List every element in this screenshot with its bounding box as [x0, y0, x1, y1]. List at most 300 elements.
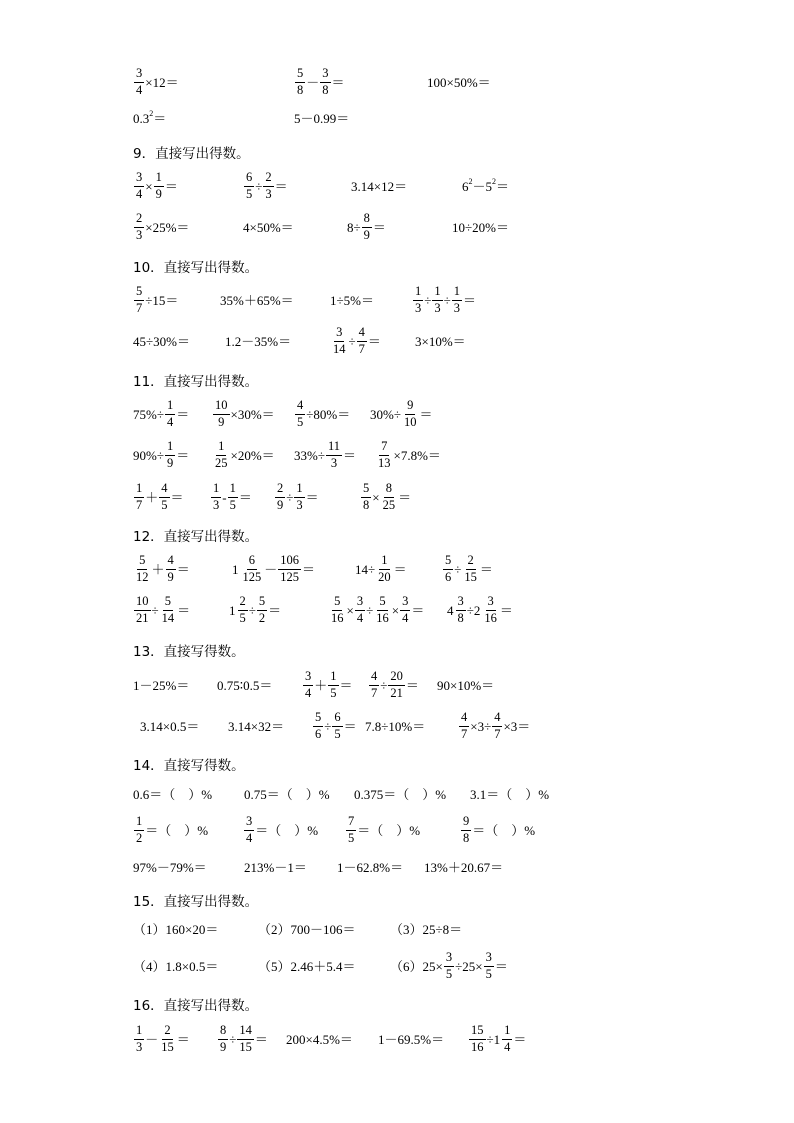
fraction	[165, 399, 175, 428]
expression-text: （1）160×20＝	[133, 921, 219, 937]
fraction	[374, 595, 391, 624]
denominator: 9	[220, 1039, 227, 1054]
denominator: 6	[315, 726, 322, 741]
expression-text: ×	[391, 602, 400, 618]
expression-text: －	[264, 561, 278, 577]
fraction	[413, 285, 423, 314]
fraction	[218, 1024, 228, 1053]
math-problem	[351, 166, 407, 206]
numerator: 1	[379, 554, 389, 569]
denominator: 9	[363, 227, 370, 242]
denominator: 8	[457, 610, 464, 625]
expression-text: ×	[346, 602, 354, 618]
numerator: 1	[502, 1024, 512, 1039]
denominator: 8	[297, 82, 304, 97]
fraction	[165, 440, 175, 469]
expression-text: ÷	[248, 602, 256, 618]
numerator: 9	[405, 399, 415, 414]
expression-text: ＋	[314, 677, 328, 693]
expression-text: ＝	[238, 489, 252, 505]
math-problem	[360, 477, 411, 517]
denominator: 9	[277, 497, 284, 512]
numerator: 2	[134, 212, 144, 227]
expression-text: ×12＝	[145, 74, 179, 90]
math-problem	[470, 774, 549, 814]
expression-text: 1－62.8%＝	[337, 859, 404, 875]
numerator: 1	[294, 482, 304, 497]
denominator: 125	[280, 569, 300, 584]
section-heading: 12．直接写出得数。	[133, 529, 259, 545]
fraction	[134, 212, 144, 241]
expression-text: 3×10%＝	[415, 333, 466, 349]
denominator: 5	[246, 186, 253, 201]
expression-text: ＝	[164, 178, 178, 194]
whole-part: 4	[447, 602, 454, 618]
fraction	[228, 482, 238, 511]
math-problem	[330, 280, 374, 320]
denominator: 5	[297, 414, 304, 429]
numerator: 9	[461, 815, 471, 830]
problem-row	[0, 280, 794, 320]
expression-text: ＋	[151, 561, 165, 577]
expression-text: 33%÷	[294, 447, 325, 463]
fraction	[275, 482, 285, 511]
problem-row	[0, 435, 794, 475]
math-problem	[258, 946, 356, 986]
problem-row	[0, 321, 794, 361]
denominator: 25	[382, 497, 396, 512]
numerator: 1	[134, 482, 144, 497]
fraction	[461, 815, 471, 844]
math-problem	[244, 774, 330, 814]
problem-row	[0, 847, 794, 887]
expression-text: 3.1＝（ ）%	[470, 786, 550, 802]
expression-text: ＝（ ）%	[255, 822, 319, 838]
expression-text: 0.75＝（ ）%	[244, 786, 330, 802]
fraction	[313, 711, 323, 740]
math-problem	[468, 1019, 526, 1059]
expression-text: ＝	[305, 489, 319, 505]
numerator: 5	[361, 482, 371, 497]
fraction	[160, 595, 177, 624]
math-problem	[330, 321, 381, 361]
numerator: 1	[328, 670, 338, 685]
numerator: 3	[134, 67, 144, 82]
problem-row	[0, 946, 794, 986]
expression-text: 4×50%＝	[243, 219, 294, 235]
fraction	[244, 815, 254, 844]
numerator: 2	[162, 1024, 172, 1039]
expression-text: ÷15＝	[145, 292, 179, 308]
math-problem	[437, 665, 494, 705]
expression-text: ＝	[405, 677, 419, 693]
numerator: 3	[486, 595, 496, 610]
fraction	[376, 440, 393, 469]
expression-text: ×3＝	[503, 718, 531, 734]
fraction	[294, 482, 304, 511]
fraction	[443, 554, 453, 583]
mixed-number	[232, 554, 264, 583]
expression-text: ÷	[454, 561, 462, 577]
expression-text: ÷25×	[455, 958, 483, 974]
denominator: 5	[485, 966, 492, 981]
section-heading: 15．直接写出得数。	[133, 894, 259, 910]
expression-text: 0.75∶0.5＝	[217, 677, 273, 693]
expression-text: ＝	[367, 333, 381, 349]
math-problem	[133, 1019, 190, 1059]
expression-text: 7.8÷10%＝	[365, 718, 426, 734]
expression-text: ＝	[513, 1031, 527, 1047]
expression-text: ×	[145, 178, 153, 194]
expression-text: ＝	[343, 718, 357, 734]
math-problem	[347, 207, 386, 247]
section-heading: 14．直接写得数。	[133, 758, 245, 774]
numerator: 1	[211, 482, 221, 497]
math-problem	[337, 847, 403, 887]
numerator: 7	[346, 815, 356, 830]
denominator: 4	[136, 186, 143, 201]
denominator: 25	[215, 455, 228, 470]
denominator: 3	[213, 497, 220, 512]
expression-text: ＝	[302, 561, 316, 577]
math-problem	[368, 665, 419, 705]
math-problem	[217, 1019, 268, 1059]
section-heading: 16．直接写出得数。	[133, 998, 259, 1014]
whole-part: 1	[232, 561, 239, 577]
fraction	[237, 1024, 254, 1053]
expression-text: 13%＋20.67＝	[424, 859, 504, 875]
section-heading: 9．直接写出得数。	[133, 146, 250, 162]
fraction	[213, 440, 230, 469]
fraction	[331, 326, 348, 355]
expression-text: ＝	[170, 489, 184, 505]
math-problem	[133, 774, 212, 814]
numerator: 5	[332, 595, 342, 610]
math-problem	[378, 1019, 444, 1059]
fraction	[134, 1024, 144, 1053]
denominator: 7	[136, 300, 143, 315]
denominator: 3	[453, 300, 461, 315]
denominator: 5	[229, 497, 236, 512]
fraction	[295, 399, 305, 428]
problem-row	[0, 810, 794, 850]
math-problem	[375, 435, 441, 475]
section-heading: 11．直接写出得数。	[133, 374, 259, 390]
numerator: 106	[278, 554, 301, 569]
math-problem	[354, 774, 446, 814]
math-problem	[244, 847, 307, 887]
numerator: 5	[443, 554, 453, 569]
fraction	[346, 815, 356, 844]
math-problem	[286, 1019, 353, 1059]
denominator: 16	[331, 610, 344, 625]
denominator: 6	[445, 569, 452, 584]
denominator: 7	[371, 685, 378, 700]
denominator: 21	[136, 610, 149, 625]
expression-text: ＝	[176, 447, 190, 463]
expression-text: －5	[472, 178, 493, 194]
expression-text: 30%÷	[370, 406, 401, 422]
fraction	[320, 67, 330, 96]
math-problem	[442, 549, 493, 589]
expression-text: 1÷5%＝	[330, 292, 374, 308]
fraction	[329, 595, 346, 624]
expression-text: 97%－79%＝	[133, 859, 207, 875]
fraction	[369, 670, 379, 699]
math-problem	[217, 665, 272, 705]
math-problem	[133, 946, 218, 986]
problem-row	[0, 590, 794, 630]
denominator: 12	[136, 569, 149, 584]
expression-text: 90×10%＝	[437, 677, 495, 693]
fraction	[388, 670, 405, 699]
expression-text: ＝	[411, 602, 425, 618]
expression-text: 0.375＝（ ）%	[354, 786, 447, 802]
fraction	[244, 171, 254, 200]
fraction	[134, 171, 144, 200]
expression-text: ×7.8%＝	[393, 447, 441, 463]
math-problem	[133, 321, 190, 361]
fraction	[211, 482, 221, 511]
numerator: 3	[484, 951, 494, 966]
denominator: 3	[415, 300, 422, 315]
denominator: 9	[218, 414, 225, 429]
section-heading: 10．直接写出得数。	[133, 260, 259, 276]
fraction	[326, 440, 342, 469]
math-problem	[365, 706, 425, 746]
denominator: 13	[378, 455, 391, 470]
problem-row	[0, 62, 794, 102]
expression-text: ＝	[339, 677, 353, 693]
math-problem	[133, 549, 190, 589]
fraction	[303, 670, 313, 699]
math-problem	[133, 477, 184, 517]
fraction	[402, 399, 419, 428]
math-problem	[243, 166, 288, 206]
fraction	[456, 595, 466, 624]
denominator: 5	[348, 830, 355, 845]
expression-text: ＝	[176, 406, 190, 422]
denominator: 8	[463, 830, 470, 845]
expression-text: ＝	[463, 292, 477, 308]
numerator: 4	[492, 711, 502, 726]
expression-text: 1－69.5%＝	[378, 1031, 445, 1047]
denominator: 16	[376, 610, 389, 625]
expression-text: ＝	[176, 1031, 190, 1047]
numerator: 11	[326, 440, 342, 455]
expression-text: ÷	[443, 292, 451, 308]
exponent: 2	[492, 177, 497, 186]
numerator: 1	[452, 285, 462, 300]
fraction	[263, 171, 273, 200]
whole-part: 2	[473, 602, 481, 618]
numerator: 6	[244, 171, 254, 186]
math-problem	[228, 706, 284, 746]
denominator: 2	[258, 610, 266, 625]
fraction	[134, 815, 144, 844]
expression-text: 35%＋65%＝	[220, 292, 294, 308]
expression-text: ＝	[479, 561, 493, 577]
numerator: 2	[238, 595, 248, 610]
numerator: 1	[413, 285, 423, 300]
denominator: 3	[434, 300, 441, 315]
whole-part: 1	[493, 1031, 501, 1047]
expression-text: ÷	[380, 677, 388, 693]
denominator: 20	[378, 569, 391, 584]
numerator: 4	[295, 399, 305, 414]
expression-text: 14÷	[355, 561, 376, 577]
expression-text: 0.6＝（ ）%	[133, 786, 213, 802]
problem-row	[0, 774, 794, 814]
problem-row	[0, 665, 794, 705]
numerator: 5	[295, 67, 305, 82]
numerator: 2	[466, 554, 476, 569]
expression-text: 3.14×32＝	[228, 718, 285, 734]
fraction	[400, 595, 410, 624]
fraction	[154, 171, 164, 200]
expression-text: （5）2.46＋5.4＝	[258, 958, 356, 974]
numerator: 5	[377, 595, 387, 610]
denominator: 3	[296, 497, 303, 512]
math-problem	[243, 207, 294, 247]
expression-text: ÷	[286, 489, 294, 505]
expression-text: ÷	[229, 1031, 237, 1047]
numerator: 8	[218, 1024, 228, 1039]
expression-text: 90%÷	[133, 447, 164, 463]
numerator: 14	[237, 1024, 254, 1039]
section-heading: 13．直接写得数。	[133, 644, 245, 660]
numerator: 1	[432, 285, 442, 300]
math-problem	[294, 394, 350, 434]
math-problem	[412, 280, 476, 320]
denominator: 4	[136, 82, 143, 97]
numerator: 15	[469, 1024, 486, 1039]
math-problem	[133, 909, 218, 949]
numerator: 3	[456, 595, 466, 610]
denominator: 15	[464, 569, 477, 584]
expression-text: （6）25×	[390, 958, 443, 974]
numerator: 10	[134, 595, 151, 610]
expression-text: 8÷	[347, 219, 361, 235]
expression-text: ＝	[343, 447, 357, 463]
math-problem	[328, 590, 424, 630]
fraction	[444, 951, 454, 980]
numerator: 3	[355, 595, 365, 610]
math-problem	[133, 665, 189, 705]
denominator: 14	[161, 610, 175, 625]
expression-text: ÷	[466, 602, 474, 618]
problem-row	[0, 394, 794, 434]
numerator: 5	[313, 711, 323, 726]
problem-row	[0, 1019, 794, 1059]
math-problem	[427, 62, 491, 102]
numerator: 3	[444, 951, 454, 966]
denominator: 7	[136, 497, 143, 512]
math-problem	[462, 166, 509, 206]
denominator: 5	[161, 497, 168, 512]
math-problem	[355, 549, 407, 589]
denominator: 16	[471, 1039, 484, 1054]
numerator: 4	[459, 711, 469, 726]
fraction	[459, 711, 469, 740]
math-problem	[447, 590, 513, 630]
numerator: 2	[275, 482, 285, 497]
numerator: 3	[134, 171, 144, 186]
fraction	[361, 482, 371, 511]
denominator: 4	[356, 610, 364, 625]
expression-text: ÷	[486, 1031, 494, 1047]
fraction	[134, 285, 144, 314]
numerator: 10	[213, 399, 230, 414]
math-problem	[312, 706, 357, 746]
numerator: 8	[384, 482, 394, 497]
expression-text: 100×50%＝	[427, 74, 491, 90]
expression-text: ×30%＝	[230, 406, 275, 422]
fraction	[484, 951, 494, 980]
expression-text: ÷	[151, 602, 159, 618]
math-problem	[210, 477, 252, 517]
expression-text: ÷	[348, 333, 356, 349]
expression-text: ＝	[496, 178, 510, 194]
denominator: 4	[504, 1039, 511, 1054]
mixed-number	[494, 1024, 514, 1053]
fraction	[462, 554, 479, 583]
expression-text: （2）700－106＝	[258, 921, 356, 937]
expression-text: -	[222, 489, 227, 505]
fraction	[134, 595, 151, 624]
denominator: 4	[402, 610, 409, 625]
denominator: 2	[136, 830, 143, 845]
numerator: 4	[166, 554, 176, 569]
expression-text: ＝	[331, 74, 345, 90]
expression-text: ＝	[153, 110, 167, 126]
fraction	[362, 212, 372, 241]
numerator: 1	[154, 171, 164, 186]
math-problem	[294, 98, 349, 138]
fraction	[492, 711, 502, 740]
denominator: 14	[333, 341, 346, 356]
fraction	[238, 595, 248, 624]
math-problem	[220, 280, 294, 320]
denominator: 3	[330, 455, 338, 470]
expression-text: ×25%＝	[145, 219, 190, 235]
math-problem	[133, 435, 189, 475]
denominator: 125	[242, 569, 262, 584]
expression-text: 45÷30%＝	[133, 333, 190, 349]
numerator: 5	[134, 285, 144, 300]
fraction	[328, 670, 338, 699]
math-problem	[458, 706, 530, 746]
expression-text: ＝	[268, 602, 282, 618]
math-problem	[133, 810, 208, 850]
math-problem	[232, 549, 315, 589]
math-problem	[133, 98, 166, 138]
numerator: 1	[134, 1024, 144, 1039]
expression-text: ＝	[372, 219, 386, 235]
exponent: 2	[468, 177, 473, 186]
mixed-number	[447, 595, 467, 624]
math-problem	[133, 847, 207, 887]
math-problem	[133, 280, 178, 320]
expression-text: 200×4.5%＝	[286, 1031, 353, 1047]
expression-text: 3.14×0.5＝	[140, 718, 200, 734]
fraction	[381, 482, 398, 511]
numerator: 3	[320, 67, 330, 82]
math-problem	[243, 810, 318, 850]
math-problem	[133, 394, 189, 434]
numerator: 1	[216, 440, 226, 455]
denominator: 9	[167, 569, 174, 584]
